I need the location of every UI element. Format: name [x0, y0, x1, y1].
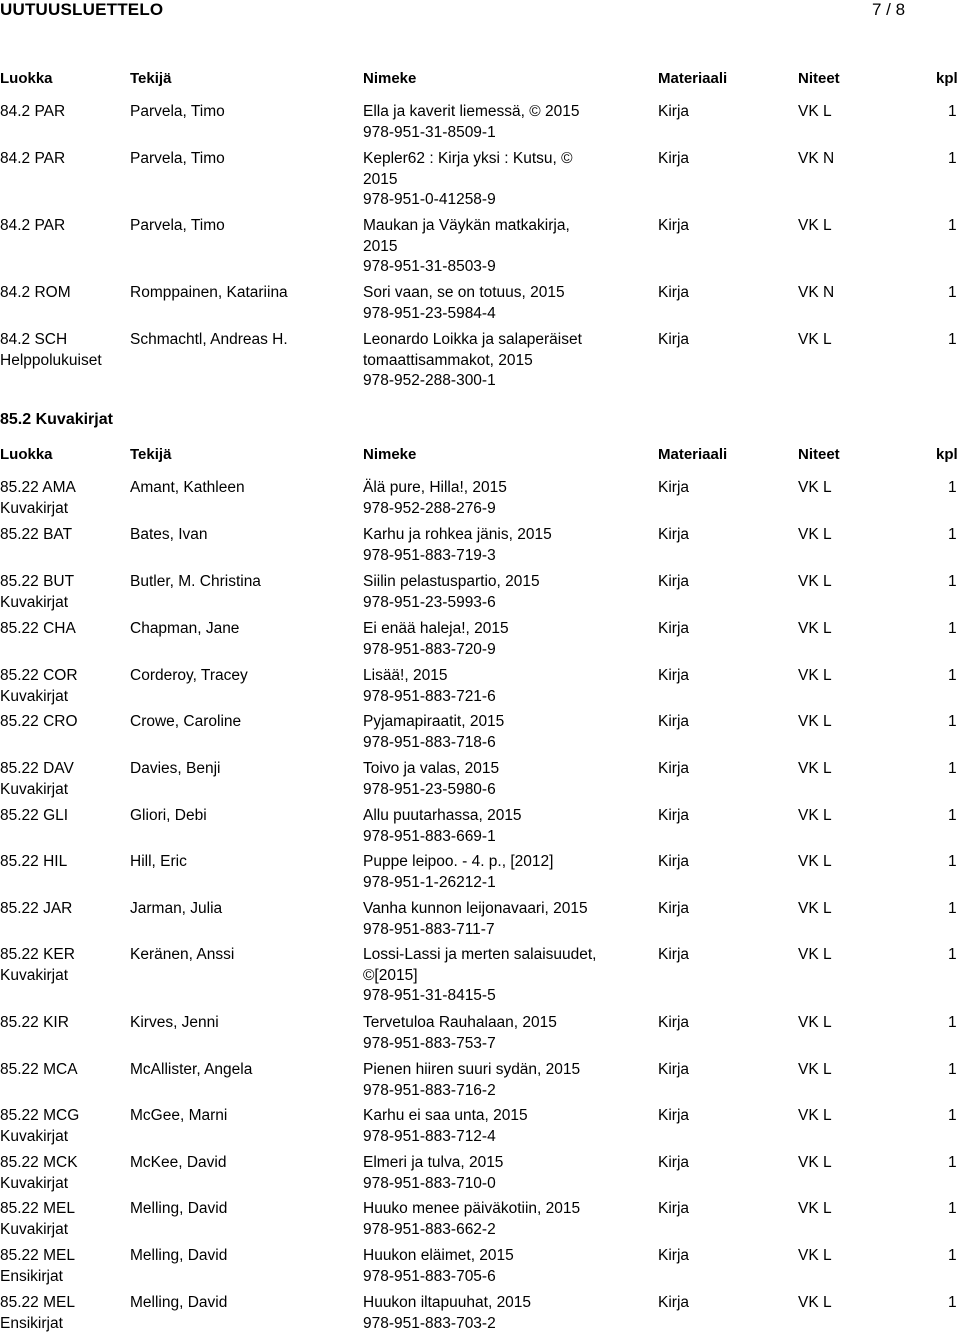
class-label: Kuvakirjat — [0, 1174, 69, 1192]
isbn: 978-951-883-662-2 — [363, 1220, 496, 1238]
author: Butler, M. Christina — [130, 573, 261, 590]
title-line: Älä pure, Hilla!, 2015 — [363, 479, 507, 496]
class-code: 85.22 KER — [0, 946, 75, 963]
author: Melling, David — [130, 1247, 228, 1264]
title-line: Karhu ei saa unta, 2015 — [363, 1107, 528, 1124]
author: Gliori, Debi — [130, 807, 207, 824]
title-line: Toivo ja valas, 2015 — [363, 760, 500, 777]
quantity: 1 — [948, 946, 957, 963]
col-nimeke: Nimeke — [363, 70, 417, 87]
copies-location: VK L — [798, 807, 832, 824]
author: Romppainen, Katariina — [130, 284, 288, 301]
copies-location: VK L — [798, 103, 832, 120]
col-niteet: Niteet — [798, 446, 840, 463]
author: Parvela, Timo — [130, 103, 225, 120]
class-code: 84.2 PAR — [0, 217, 66, 234]
class-label: Ensikirjat — [0, 1314, 63, 1332]
class-code: 85.22 HIL — [0, 853, 68, 870]
material: Kirja — [658, 1200, 690, 1217]
title-line: Puppe leipoo. - 4. p., [2012] — [363, 853, 554, 870]
class-code: 84.2 SCH — [0, 331, 68, 348]
copies-location: VK L — [798, 479, 832, 496]
material: Kirja — [658, 103, 690, 120]
author: Chapman, Jane — [130, 620, 240, 637]
material: Kirja — [658, 667, 690, 684]
class-label: Kuvakirjat — [0, 593, 69, 611]
quantity: 1 — [948, 1200, 957, 1217]
isbn: 978-951-23-5993-6 — [363, 593, 496, 611]
title-line: Karhu ja rohkea jänis, 2015 — [363, 526, 552, 543]
isbn: 978-952-288-276-9 — [363, 499, 496, 517]
quantity: 1 — [948, 1014, 957, 1031]
isbn: 978-952-288-300-1 — [363, 372, 496, 389]
class-code: 85.22 CHA — [0, 620, 76, 637]
author: Corderoy, Tracey — [130, 667, 248, 684]
class-code: 85.22 MCA — [0, 1061, 78, 1078]
material: Kirja — [658, 526, 690, 543]
material: Kirja — [658, 217, 690, 234]
copies-location: VK L — [798, 620, 832, 637]
copies-location: VK N — [798, 150, 835, 167]
title-line: Ella ja kaverit liemessä, © 2015 — [363, 103, 580, 120]
isbn: 978-951-31-8503-9 — [363, 258, 496, 275]
copies-location: VK L — [798, 217, 832, 234]
quantity: 1 — [948, 331, 957, 348]
class-label: Kuvakirjat — [0, 687, 69, 705]
class-label: Ensikirjat — [0, 1267, 63, 1285]
isbn: 978-951-883-712-4 — [363, 1127, 496, 1145]
copies-location: VK L — [798, 331, 832, 348]
class-code: 85.22 MEL — [0, 1247, 75, 1264]
title-line: Kepler62 : Kirja yksi : Kutsu, © — [363, 150, 573, 167]
author: Crowe, Caroline — [130, 713, 242, 730]
isbn: 978-951-31-8415-5 — [363, 987, 496, 1004]
material: Kirja — [658, 331, 690, 348]
class-code: 85.22 MCG — [0, 1107, 80, 1124]
quantity: 1 — [948, 150, 957, 167]
class-code: 84.2 ROM — [0, 284, 71, 301]
isbn: 978-951-883-721-6 — [363, 687, 496, 705]
material: Kirja — [658, 1061, 690, 1078]
author: Parvela, Timo — [130, 217, 225, 234]
class-code: 85.22 BAT — [0, 526, 73, 543]
quantity: 1 — [948, 284, 957, 301]
class-code: 85.22 COR — [0, 667, 78, 684]
title-line: tomaattisammakot, 2015 — [363, 351, 533, 369]
material: Kirja — [658, 900, 690, 917]
author: Melling, David — [130, 1200, 228, 1217]
title-line: ©[2015] — [363, 966, 418, 984]
copies-location: VK L — [798, 1154, 832, 1171]
copies-location: VK N — [798, 284, 835, 301]
title-line: Sori vaan, se on totuus, 2015 — [363, 284, 565, 301]
author: Amant, Kathleen — [130, 479, 245, 496]
class-code: 84.2 PAR — [0, 103, 66, 120]
copies-location: VK L — [798, 1247, 832, 1264]
class-label: Kuvakirjat — [0, 1220, 69, 1238]
quantity: 1 — [948, 573, 957, 590]
copies-location: VK L — [798, 900, 832, 917]
author: Hill, Eric — [130, 853, 187, 870]
author: Parvela, Timo — [130, 150, 225, 167]
material: Kirja — [658, 573, 690, 590]
quantity: 1 — [948, 713, 957, 730]
isbn: 978-951-883-669-1 — [363, 827, 496, 845]
page-number: 7 / 8 — [872, 0, 906, 19]
isbn: 978-951-883-753-7 — [363, 1034, 496, 1052]
isbn: 978-951-23-5984-4 — [363, 304, 496, 322]
title-line: Tervetuloa Rauhalaan, 2015 — [363, 1014, 557, 1031]
class-code: 84.2 PAR — [0, 150, 66, 167]
col-luokka: Luokka — [0, 446, 53, 463]
class-label: Helppolukuiset — [0, 351, 102, 369]
isbn: 978-951-883-711-7 — [363, 920, 495, 938]
isbn: 978-951-883-703-2 — [363, 1314, 496, 1332]
quantity: 1 — [948, 479, 957, 496]
isbn: 978-951-883-710-0 — [363, 1174, 496, 1192]
copies-location: VK L — [798, 946, 832, 963]
isbn: 978-951-23-5980-6 — [363, 780, 496, 798]
class-code: 85.22 MEL — [0, 1294, 75, 1311]
quantity: 1 — [948, 103, 957, 120]
copies-location: VK L — [798, 1061, 832, 1078]
material: Kirja — [658, 853, 690, 870]
class-label: Kuvakirjat — [0, 966, 69, 984]
class-label: Kuvakirjat — [0, 1127, 69, 1145]
title-line: Siilin pelastuspartio, 2015 — [363, 573, 540, 590]
copies-location: VK L — [798, 573, 832, 590]
material: Kirja — [658, 807, 690, 824]
isbn: 978-951-883-718-6 — [363, 733, 496, 751]
title-line: Pienen hiiren suuri sydän, 2015 — [363, 1061, 581, 1078]
class-code: 85.22 MEL — [0, 1200, 75, 1217]
quantity: 1 — [948, 853, 957, 870]
col-kpl: kpl — [936, 70, 958, 87]
quantity: 1 — [948, 526, 957, 543]
quantity: 1 — [948, 217, 957, 234]
title-line: 2015 — [363, 237, 398, 255]
title-line: Huukon iltapuuhat, 2015 — [363, 1294, 532, 1311]
class-label: Kuvakirjat — [0, 499, 69, 517]
section-title-kuvakirjat: 85.2 Kuvakirjat — [0, 411, 113, 428]
quantity: 1 — [948, 760, 957, 777]
material: Kirja — [658, 1294, 690, 1311]
material: Kirja — [658, 479, 690, 496]
material: Kirja — [658, 1107, 690, 1124]
copies-location: VK L — [798, 760, 832, 777]
material: Kirja — [658, 1154, 690, 1171]
copies-location: VK L — [798, 1294, 832, 1311]
copies-location: VK L — [798, 1200, 832, 1217]
col-tekija: Tekijä — [130, 70, 172, 87]
class-code: 85.22 KIR — [0, 1014, 69, 1031]
class-code: 85.22 MCK — [0, 1154, 78, 1171]
title-line: 2015 — [363, 170, 398, 188]
quantity: 1 — [948, 667, 957, 684]
catalog-title: UUTUUSLUETTELO — [0, 0, 164, 19]
material: Kirja — [658, 946, 690, 963]
col-niteet: Niteet — [798, 70, 840, 87]
col-kpl: kpl — [936, 446, 958, 463]
author: Bates, Ivan — [130, 526, 208, 543]
copies-location: VK L — [798, 713, 832, 730]
author: McGee, Marni — [130, 1107, 228, 1124]
title-line: Huukon eläimet, 2015 — [363, 1247, 514, 1264]
quantity: 1 — [948, 1294, 957, 1311]
author: Davies, Benji — [130, 760, 221, 777]
author: Schmachtl, Andreas H. — [130, 331, 288, 348]
quantity: 1 — [948, 900, 957, 917]
isbn: 978-951-31-8509-1 — [363, 123, 496, 141]
col-tekija: Tekijä — [130, 446, 172, 463]
title-line: Pyjamapiraatit, 2015 — [363, 713, 505, 730]
title-line: Huuko menee päiväkotiin, 2015 — [363, 1200, 581, 1217]
author: Keränen, Anssi — [130, 946, 235, 963]
class-code: 85.22 DAV — [0, 760, 74, 777]
material: Kirja — [658, 1014, 690, 1031]
author: Kirves, Jenni — [130, 1014, 219, 1031]
material: Kirja — [658, 1247, 690, 1264]
material: Kirja — [658, 620, 690, 637]
class-code: 85.22 BUT — [0, 573, 75, 590]
author: McAllister, Angela — [130, 1061, 253, 1078]
quantity: 1 — [948, 1154, 957, 1171]
class-code: 85.22 AMA — [0, 479, 76, 496]
title-line: Elmeri ja tulva, 2015 — [363, 1154, 504, 1171]
quantity: 1 — [948, 1107, 957, 1124]
material: Kirja — [658, 284, 690, 301]
title-line: Leonardo Loikka ja salaperäiset — [363, 331, 582, 348]
class-code: 85.22 JAR — [0, 900, 73, 917]
title-line: Lossi-Lassi ja merten salaisuudet, — [363, 946, 597, 963]
isbn: 978-951-883-705-6 — [363, 1267, 496, 1285]
copies-location: VK L — [798, 526, 832, 543]
material: Kirja — [658, 760, 690, 777]
isbn: 978-951-883-720-9 — [363, 640, 496, 658]
title-line: Maukan ja Väykän matkakirja, — [363, 217, 570, 234]
copies-location: VK L — [798, 853, 832, 870]
isbn: 978-951-0-41258-9 — [363, 191, 496, 208]
copies-location: VK L — [798, 667, 832, 684]
column-header-2 — [0, 446, 960, 466]
title-line: Lisää!, 2015 — [363, 667, 448, 684]
author: McKee, David — [130, 1154, 227, 1171]
column-header-1 — [0, 70, 960, 90]
quantity: 1 — [948, 1061, 957, 1078]
quantity: 1 — [948, 620, 957, 637]
quantity: 1 — [948, 807, 957, 824]
copies-location: VK L — [798, 1014, 832, 1031]
title-line: Vanha kunnon leijonavaari, 2015 — [363, 900, 588, 917]
isbn: 978-951-883-719-3 — [363, 546, 496, 564]
class-code: 85.22 CRO — [0, 713, 78, 730]
copies-location: VK L — [798, 1107, 832, 1124]
author: Melling, David — [130, 1294, 228, 1311]
col-nimeke: Nimeke — [363, 446, 417, 463]
author: Jarman, Julia — [130, 900, 223, 917]
title-line: Allu puutarhassa, 2015 — [363, 807, 522, 824]
quantity: 1 — [948, 1247, 957, 1264]
isbn: 978-951-1-26212-1 — [363, 873, 496, 891]
material: Kirja — [658, 150, 690, 167]
col-luokka: Luokka — [0, 70, 53, 87]
material: Kirja — [658, 713, 690, 730]
isbn: 978-951-883-716-2 — [363, 1081, 496, 1099]
class-code: 85.22 GLI — [0, 807, 69, 824]
class-label: Kuvakirjat — [0, 780, 69, 798]
col-materiaali: Materiaali — [658, 446, 728, 463]
title-line: Ei enää haleja!, 2015 — [363, 620, 509, 637]
col-materiaali: Materiaali — [658, 70, 728, 87]
